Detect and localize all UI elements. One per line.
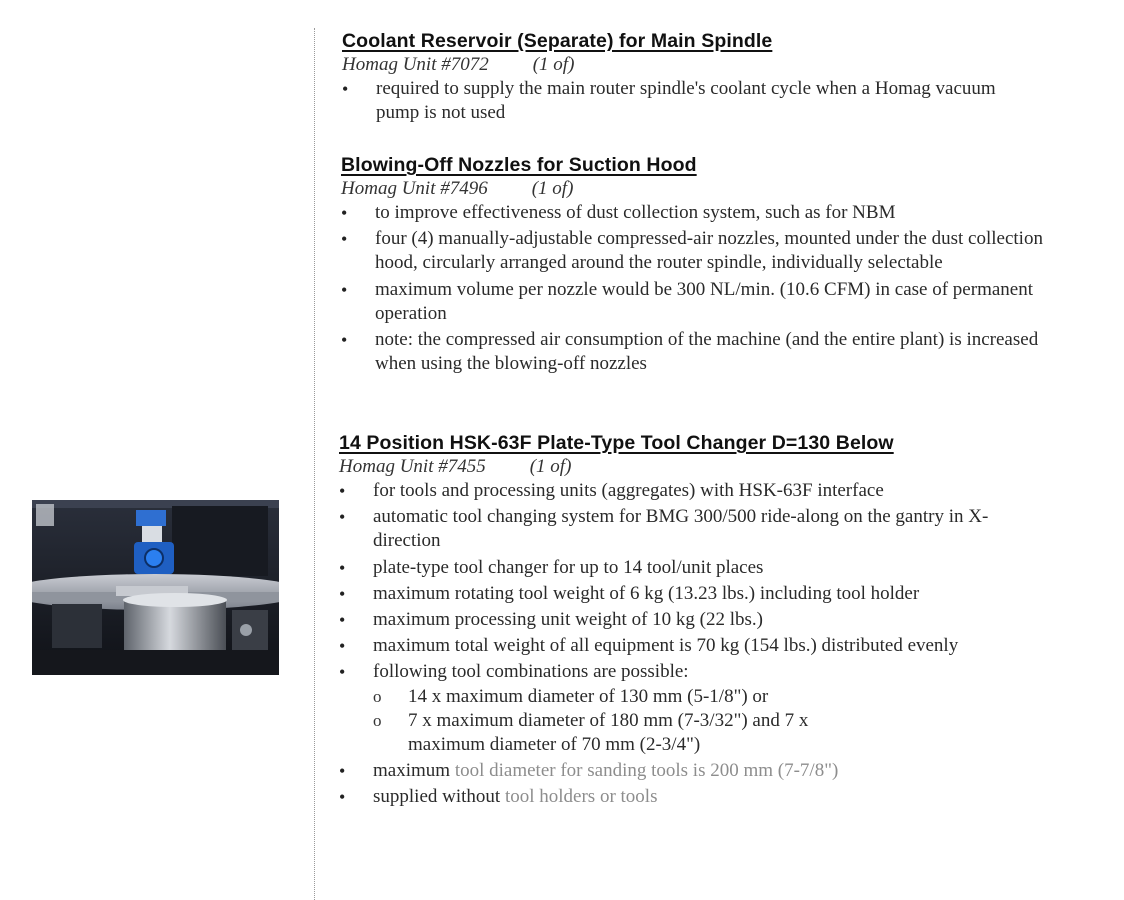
unit-quantity: (1 of): [531, 178, 574, 199]
sub-list-item: o 7 x maximum diameter of 180 mm (7-3/32") and 7 x maximum diameter of 70 mm (2-3/4"): [373, 709, 838, 757]
unit-line: [339, 455, 1049, 479]
section-tool-changer: [339, 431, 1049, 812]
list-item: • automatic tool changing system for BMG 300/500 ride-along on the gantry in X-direction: [339, 505, 1049, 553]
unit-number: Homag Unit #7455: [339, 456, 486, 477]
bullet-list: [341, 201, 1051, 376]
list-item-lead: maximum: [373, 760, 451, 782]
section-blowing-off-nozzles: [341, 153, 1051, 378]
section-title: 14 Position HSK-63F Plate-Type Tool Changer D=130 Below: [339, 432, 894, 454]
list-item: [339, 759, 1049, 783]
list-item: • plate-type tool changer for up to 14 tool/unit places: [339, 556, 1049, 580]
list-item: [339, 785, 1049, 809]
section-title: Coolant Reservoir (Separate) for Main Spindle: [342, 30, 773, 52]
list-item: • note: the compressed air consumption of the machine (and the entire plant) is increased when using the blowing-off nozzles: [341, 328, 1051, 376]
tool-changer-photo: [32, 500, 279, 675]
unit-line: [342, 53, 1042, 77]
section-title: Blowing-Off Nozzles for Suction Hood: [341, 154, 697, 176]
list-item: • for tools and processing units (aggregates) with HSK-63F interface: [339, 479, 1049, 503]
list-item-text: following tool combinations are possible:: [373, 661, 689, 683]
unit-quantity: (1 of): [529, 456, 572, 477]
list-item: • maximum rotating tool weight of 6 kg (13.23 lbs.) including tool holder: [339, 582, 1049, 606]
sub-list-item: o 14 x maximum diameter of 130 mm (5-1/8") or: [373, 685, 838, 709]
main-content: [320, 0, 1120, 900]
bullet-list: [339, 479, 1049, 810]
list-item: • required to supply the main router spindle's coolant cycle when a Homag vacuum pump is not used: [342, 77, 1042, 125]
tool-changer-illustration: [32, 500, 279, 675]
unit-number: Homag Unit #7496: [341, 178, 488, 199]
list-item: • maximum volume per nozzle would be 300 NL/min. (10.6 CFM) in case of permanent operation: [341, 278, 1051, 326]
section-coolant-reservoir: [342, 29, 1042, 127]
list-item-faded-text: tool diameter for sanding tools is 200 mm (7-7/8"): [450, 760, 839, 782]
list-item: • maximum processing unit weight of 10 kg (22 lbs.): [339, 608, 1049, 632]
unit-line: [341, 177, 1051, 201]
bullet-list: [342, 77, 1042, 125]
list-item: • four (4) manually-adjustable compressed-air nozzles, mounted under the dust collection hood, circularly arranged around the router spindle, individually selectable: [341, 227, 1051, 275]
list-item: • to improve effectiveness of dust collection system, such as for NBM: [341, 201, 1051, 225]
vertical-divider: [314, 28, 315, 900]
unit-number: Homag Unit #7072: [342, 54, 489, 75]
list-item-with-sublist: [339, 660, 1049, 757]
list-item-faded-text: tool holders or tools: [500, 786, 658, 808]
unit-quantity: (1 of): [532, 54, 575, 75]
list-item-lead: supplied without: [373, 786, 501, 808]
sub-bullet-list: [373, 685, 1049, 758]
list-item: • maximum total weight of all equipment is 70 kg (154 lbs.) distributed evenly: [339, 634, 1049, 658]
